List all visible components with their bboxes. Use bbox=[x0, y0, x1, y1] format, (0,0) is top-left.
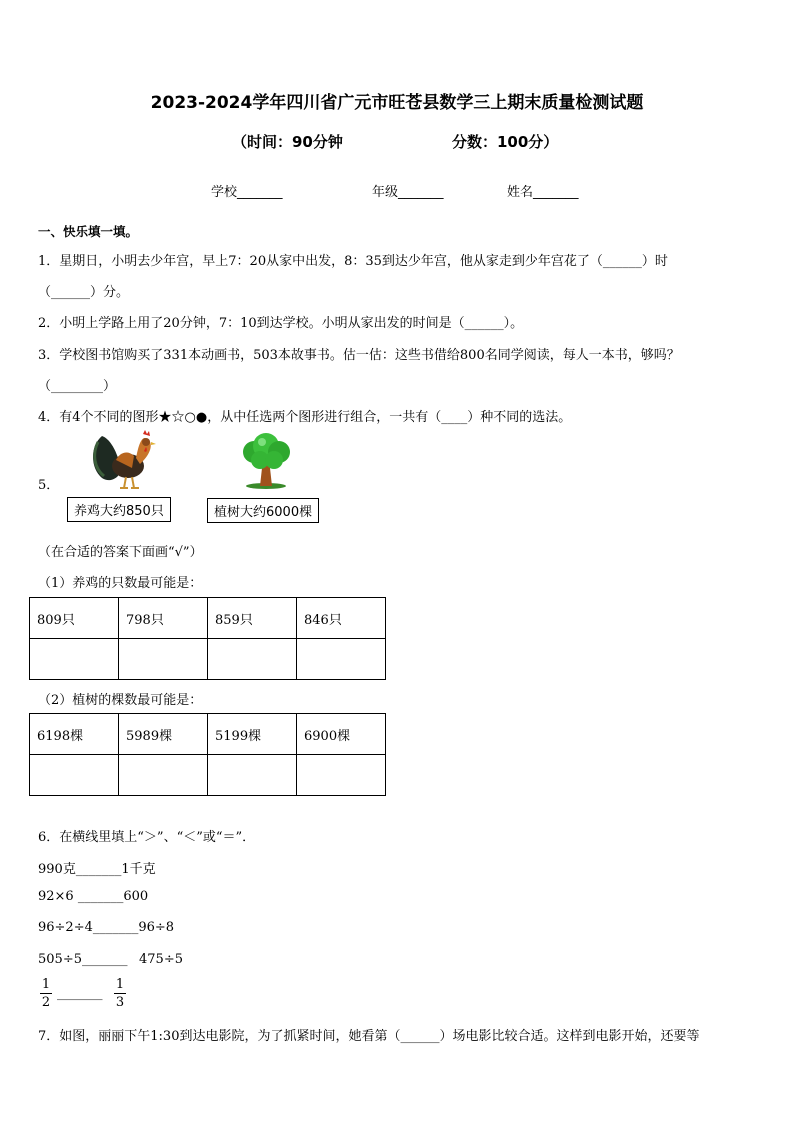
question-2: 2．小明上学路上用了20分钟，7：10到达学校。小明从家出发的时间是（______）。 bbox=[38, 316, 524, 331]
table-cell: 6198棵 bbox=[30, 714, 119, 755]
compare-item-a: 990克_______1千克 bbox=[38, 862, 156, 877]
question-5-part-2: （2）植树的棵数最可能是： bbox=[38, 693, 203, 708]
tree-label: 植树大约6000棵 bbox=[207, 498, 319, 523]
table-cell: 5989棵 bbox=[119, 714, 208, 755]
question-7: 7．如图，丽丽下午1:30到达电影院，为了抓紧时间，她看第（______）场电影比较合适。这样到电影开始，还要等 bbox=[38, 1029, 700, 1044]
compare-item-d-right: 475÷5 bbox=[139, 952, 183, 967]
compare-item-c: 96÷2÷4_______96÷8 bbox=[38, 920, 175, 935]
answer-cell[interactable] bbox=[30, 639, 119, 680]
tree-icon bbox=[236, 432, 296, 490]
question-5-number: 5． bbox=[38, 478, 60, 493]
question-4: 4．有4个不同的图形★☆○●，从中任选两个图形进行组合，一共有（____）种不同的选法。 bbox=[38, 410, 572, 425]
table-cell: 798只 bbox=[119, 598, 208, 639]
chicken-options-table bbox=[29, 597, 386, 680]
section-heading: 一、快乐填一填。 bbox=[38, 224, 139, 239]
rooster-icon bbox=[88, 428, 160, 492]
question-3-line-1: 3．学校图书馆购买了331本动画书，503本故事书。估一估：这些书借给800名同学阅读，每人一本书，够吗？ bbox=[38, 348, 680, 363]
table-cell: 809只 bbox=[30, 598, 119, 639]
table-cell: 6900棵 bbox=[297, 714, 386, 755]
answer-cell[interactable] bbox=[208, 755, 297, 796]
fraction-numerator: 1 bbox=[115, 977, 125, 992]
name-field: 姓名_______ bbox=[507, 185, 579, 200]
compare-item-d: 505÷5_______ bbox=[38, 952, 128, 967]
fraction-denominator: 3 bbox=[115, 995, 125, 1010]
page-title: 2023-2024学年四川省广元市旺苍县数学三上期末质量检测试题 bbox=[150, 93, 644, 113]
answer-cell[interactable] bbox=[119, 639, 208, 680]
question-1-line-2: （______）分。 bbox=[38, 285, 130, 300]
exam-time: （时间：90分钟 bbox=[232, 133, 343, 151]
fraction-one-half bbox=[40, 977, 52, 1010]
fraction-denominator: 2 bbox=[41, 995, 51, 1010]
fraction-one-third bbox=[114, 977, 126, 1010]
answer-cell[interactable] bbox=[297, 639, 386, 680]
answer-cell[interactable] bbox=[208, 639, 297, 680]
chicken-label: 养鸡大约850只 bbox=[67, 497, 171, 522]
exam-score: 分数：100分） bbox=[452, 133, 559, 151]
question-3-line-2: （________） bbox=[38, 379, 117, 394]
compare-item-b: 92×6 _______600 bbox=[38, 889, 149, 904]
table-cell: 859只 bbox=[208, 598, 297, 639]
question-6-stem: 6．在横线里填上“＞”、“＜”或“＝”． bbox=[38, 830, 256, 845]
answer-cell[interactable] bbox=[30, 755, 119, 796]
fraction-numerator: 1 bbox=[41, 977, 51, 992]
table-cell: 5199棵 bbox=[208, 714, 297, 755]
tree-options-table bbox=[29, 713, 386, 796]
compare-item-e-blank: _______ bbox=[57, 986, 103, 1001]
answer-cell[interactable] bbox=[297, 755, 386, 796]
question-5-instruction: （在合适的答案下面画“√”） bbox=[38, 545, 203, 560]
question-5-part-1: （1）养鸡的只数最可能是： bbox=[38, 576, 203, 591]
table-cell: 846只 bbox=[297, 598, 386, 639]
answer-cell[interactable] bbox=[119, 755, 208, 796]
school-field: 学校_______ bbox=[211, 185, 283, 200]
grade-field: 年级_______ bbox=[372, 185, 444, 200]
question-1-line-1: 1．星期日，小明去少年宫，早上7：20从家中出发，8：35到达少年宫，他从家走到少年宫花了（______）时 bbox=[38, 254, 668, 269]
